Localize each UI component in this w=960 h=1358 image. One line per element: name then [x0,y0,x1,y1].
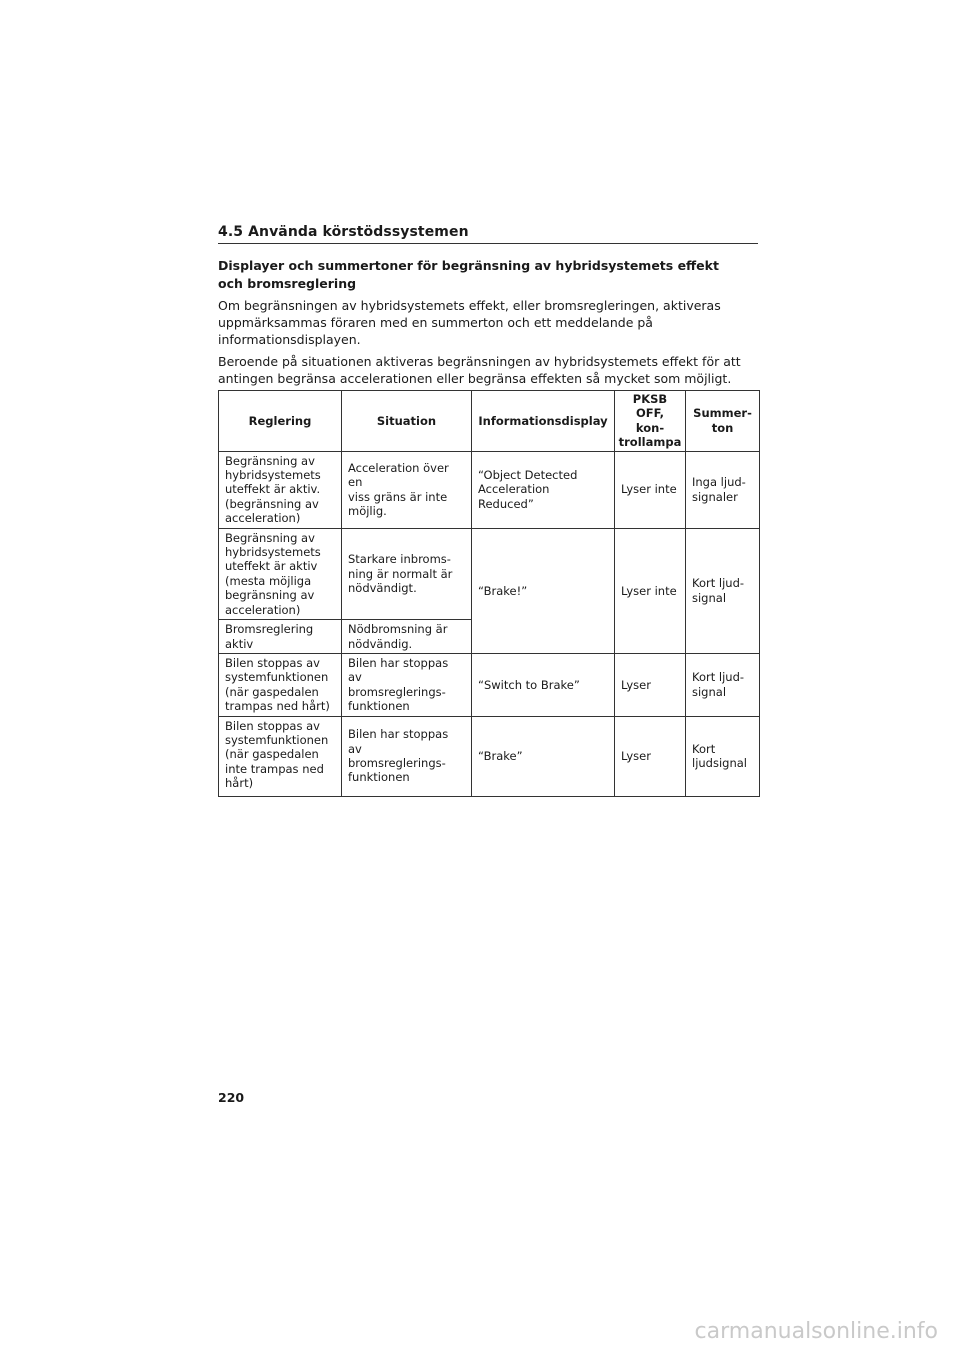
header-summerton: Summer- ton [686,391,760,452]
paragraph-intro: Om begränsningen av hybridsystemets effekt, eller bromsregleringen, aktiveras uppmärksammas föraren med en summerton och ett meddelande på informationsdisplayen. [218,298,721,347]
cell-display: “Brake” [472,716,615,796]
cell-situation: Bilen har stoppas av bromsreglerings- funktionen [342,716,472,796]
section-header: 4.5 Använda körstödssystemen [218,224,758,244]
cell-reglering: Begränsning av hybridsystemets uteffekt är aktiv (mesta möjliga begränsning av acceleration) [219,528,342,619]
cell-display: “Switch to Brake” [472,653,615,716]
header-informationsdisplay: Informationsdisplay [472,391,615,452]
cell-situation: Acceleration över en viss gräns är inte möjlig. [342,451,472,528]
paragraph-situation: Beroende på situationen aktiveras begränsningen av hybridsystemets effekt för att antingen begränsa accelerationen eller begränsa effekten så mycket som möjligt. [218,354,741,386]
cell-situation: Nödbromsning är nödvändig. [342,620,472,654]
cell-lampa: Lyser [615,653,686,716]
header-pksb-kontrollampa: PKSB OFF, kon- trollampa [615,391,686,452]
table-row [219,528,760,619]
cell-reglering: Bilen stoppas av systemfunktionen (när gaspedalen trampas ned hårt) [219,653,342,716]
cell-lampa: Lyser inte [615,528,686,653]
cell-summer: Kort ljud- signal [686,528,760,653]
cell-display: “Object Detected Acceleration Reduced” [472,451,615,528]
header-situation: Situation [342,391,472,452]
regulation-table [218,390,760,797]
watermark: carmanualsonline.info [694,1319,938,1344]
cell-situation: Bilen har stoppas av bromsreglerings- funktionen [342,653,472,716]
cell-summer: Inga ljud- signaler [686,451,760,528]
table-row [219,716,760,796]
page-number: 220 [218,1090,245,1105]
cell-reglering: Bilen stoppas av systemfunktionen (när gaspedalen inte trampas ned hårt) [219,716,342,796]
table-row [219,653,760,716]
cell-summer: Kort ljud- signal [686,653,760,716]
header-reglering: Reglering [219,391,342,452]
cell-display: “Brake!” [472,528,615,653]
table-row [219,451,760,528]
cell-summer: Kort ljudsignal [686,716,760,796]
cell-lampa: Lyser [615,716,686,796]
cell-reglering: Begränsning av hybridsystemets uteffekt är aktiv. (begränsning av acceleration) [219,451,342,528]
cell-situation: Starkare inbroms- ning är normalt är nödvändigt. [342,528,472,619]
table-header-row [219,391,760,452]
section-heading: Displayer och summertoner för begränsning av hybridsystemets effekt och bromsreglering [218,258,719,291]
cell-reglering: Bromsreglering aktiv [219,620,342,654]
cell-lampa: Lyser inte [615,451,686,528]
